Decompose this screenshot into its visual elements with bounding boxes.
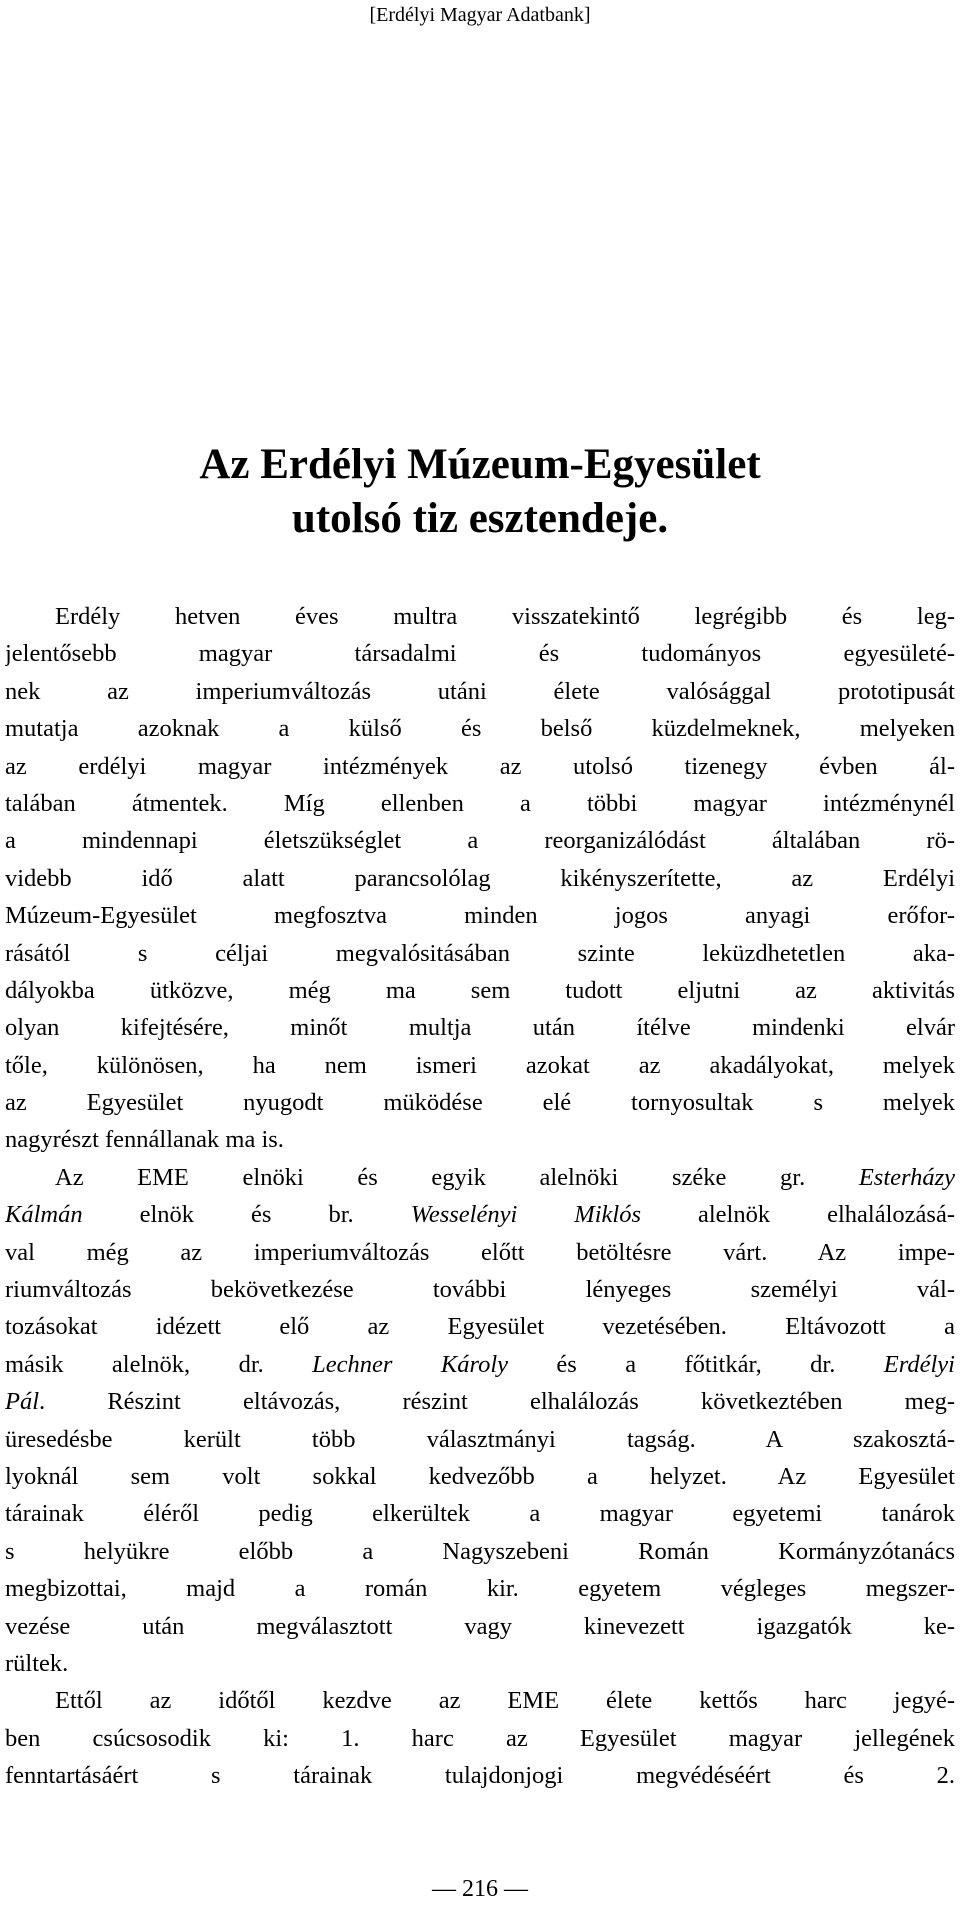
body-line: ben csúcsosodik ki: 1. harc az Egyesület magyar jellegének <box>5 1724 955 1752</box>
body-line: Erdély hetven éves multra visszatekintő legrégibb és leg- <box>55 603 955 630</box>
body-line: tőle, különösen, ha nem ismeri azokat az akadályokat, melyek <box>5 1051 955 1079</box>
body-line: nagyrészt fennállanak ma is. <box>5 1126 284 1154</box>
body-line: mutatja azoknak a külső és belső küzdelmeknek, melyeken <box>5 715 955 743</box>
title-line-1: Az Erdélyi Múzeum-Egyesület <box>199 441 761 488</box>
body-line <box>5 1346 955 1383</box>
body-line: rásától s céljai megvalósitásában szinte leküzdhetetlen aka- <box>5 939 955 967</box>
italic-name: Erdélyi <box>883 1350 955 1378</box>
title-line-2: utolsó tiz esztendeje. <box>291 495 669 542</box>
italic-name: Esterházy <box>858 1163 955 1191</box>
body-line: talában átmentek. Míg ellenben a többi magyar intézménynél <box>5 789 955 817</box>
body-line: fenntartásáért s tárainak tulajdonjogi megvédéséért és 2. <box>5 1762 955 1790</box>
text-segment: Az EME elnöki és egyik alelnöki széke gr. <box>55 1163 859 1191</box>
text-segment: elnök és br. <box>82 1201 411 1229</box>
body-line: Múzeum-Egyesület megfosztva minden jogos anyagi erőfor- <box>5 902 955 930</box>
body-line <box>5 1196 955 1233</box>
body-line: olyan kifejtésére, minőt multja után ítélve mindenki elvár <box>5 1014 955 1042</box>
body-line: nek az imperiumváltozás utáni élete valósággal prototipusát <box>5 677 955 705</box>
body-line: megbizottai, majd a román kir. egyetem végleges megszer- <box>5 1575 955 1603</box>
italic-name: Lechner Károly <box>312 1350 509 1378</box>
text-segment: másik alelnök, dr. <box>5 1350 313 1378</box>
italic-name: Pál <box>5 1388 40 1416</box>
italic-name: Kálmán <box>5 1201 83 1229</box>
body-line: az Egyesület nyugodt müködése elé tornyosultak s melyek <box>5 1089 955 1117</box>
body-line: vezése után megválasztott vagy kinevezett igazgatók ke- <box>5 1612 955 1640</box>
body-line: lyoknál sem volt sokkal kedvezőbb a helyzet. Az Egyesület <box>5 1462 955 1490</box>
body-line: Ettől az időtől kezdve az EME élete kettős harc jegyé- <box>55 1687 955 1715</box>
body-line: jelentősebb magyar társadalmi és tudományos egyesületé- <box>5 640 955 668</box>
body-line: rültek. <box>5 1649 69 1677</box>
text-segment: alelnök elhalálozásá- <box>640 1201 955 1229</box>
page-number: — 216 — <box>432 1876 528 1902</box>
source-header: [Erdélyi Magyar Adatbank] <box>369 4 591 26</box>
body-line: dályokba ütközve, még ma sem tudott eljutni az aktivitás <box>5 976 955 1004</box>
body-line <box>5 1159 955 1196</box>
article-body <box>5 598 955 1795</box>
body-line: s helyükre előbb a Nagyszebeni Román Kormányzótanács <box>5 1537 955 1565</box>
article-title <box>0 438 960 546</box>
body-line: üresedésbe került több választmányi tagság. A szakosztá- <box>5 1425 955 1453</box>
body-line: val még az imperiumváltozás előtt betöltésre várt. Az impe- <box>5 1238 955 1266</box>
body-line: az erdélyi magyar intézmények az utolsó tizenegy évben ál- <box>5 752 955 780</box>
body-line: a mindennapi életszükséglet a reorganizálódást általában rö- <box>5 827 955 855</box>
text-segment: és a főtitkár, dr. <box>508 1350 884 1378</box>
body-line: tozásokat idézett elő az Egyesület vezetésében. Eltávozott a <box>5 1313 955 1341</box>
body-line: videbb idő alatt parancsolólag kikényszerítette, az Erdélyi <box>5 864 955 892</box>
body-line: tárainak éléről pedig elkerültek a magyar egyetemi tanárok <box>5 1500 955 1528</box>
body-line: riumváltozás bekövetkezése további lényeges személyi vál- <box>5 1276 955 1304</box>
italic-name: Wesselényi Miklós <box>410 1201 641 1229</box>
text-segment: . Részint eltávozás, részint elhalálozás következtében meg- <box>39 1388 955 1416</box>
body-line <box>5 1383 955 1420</box>
